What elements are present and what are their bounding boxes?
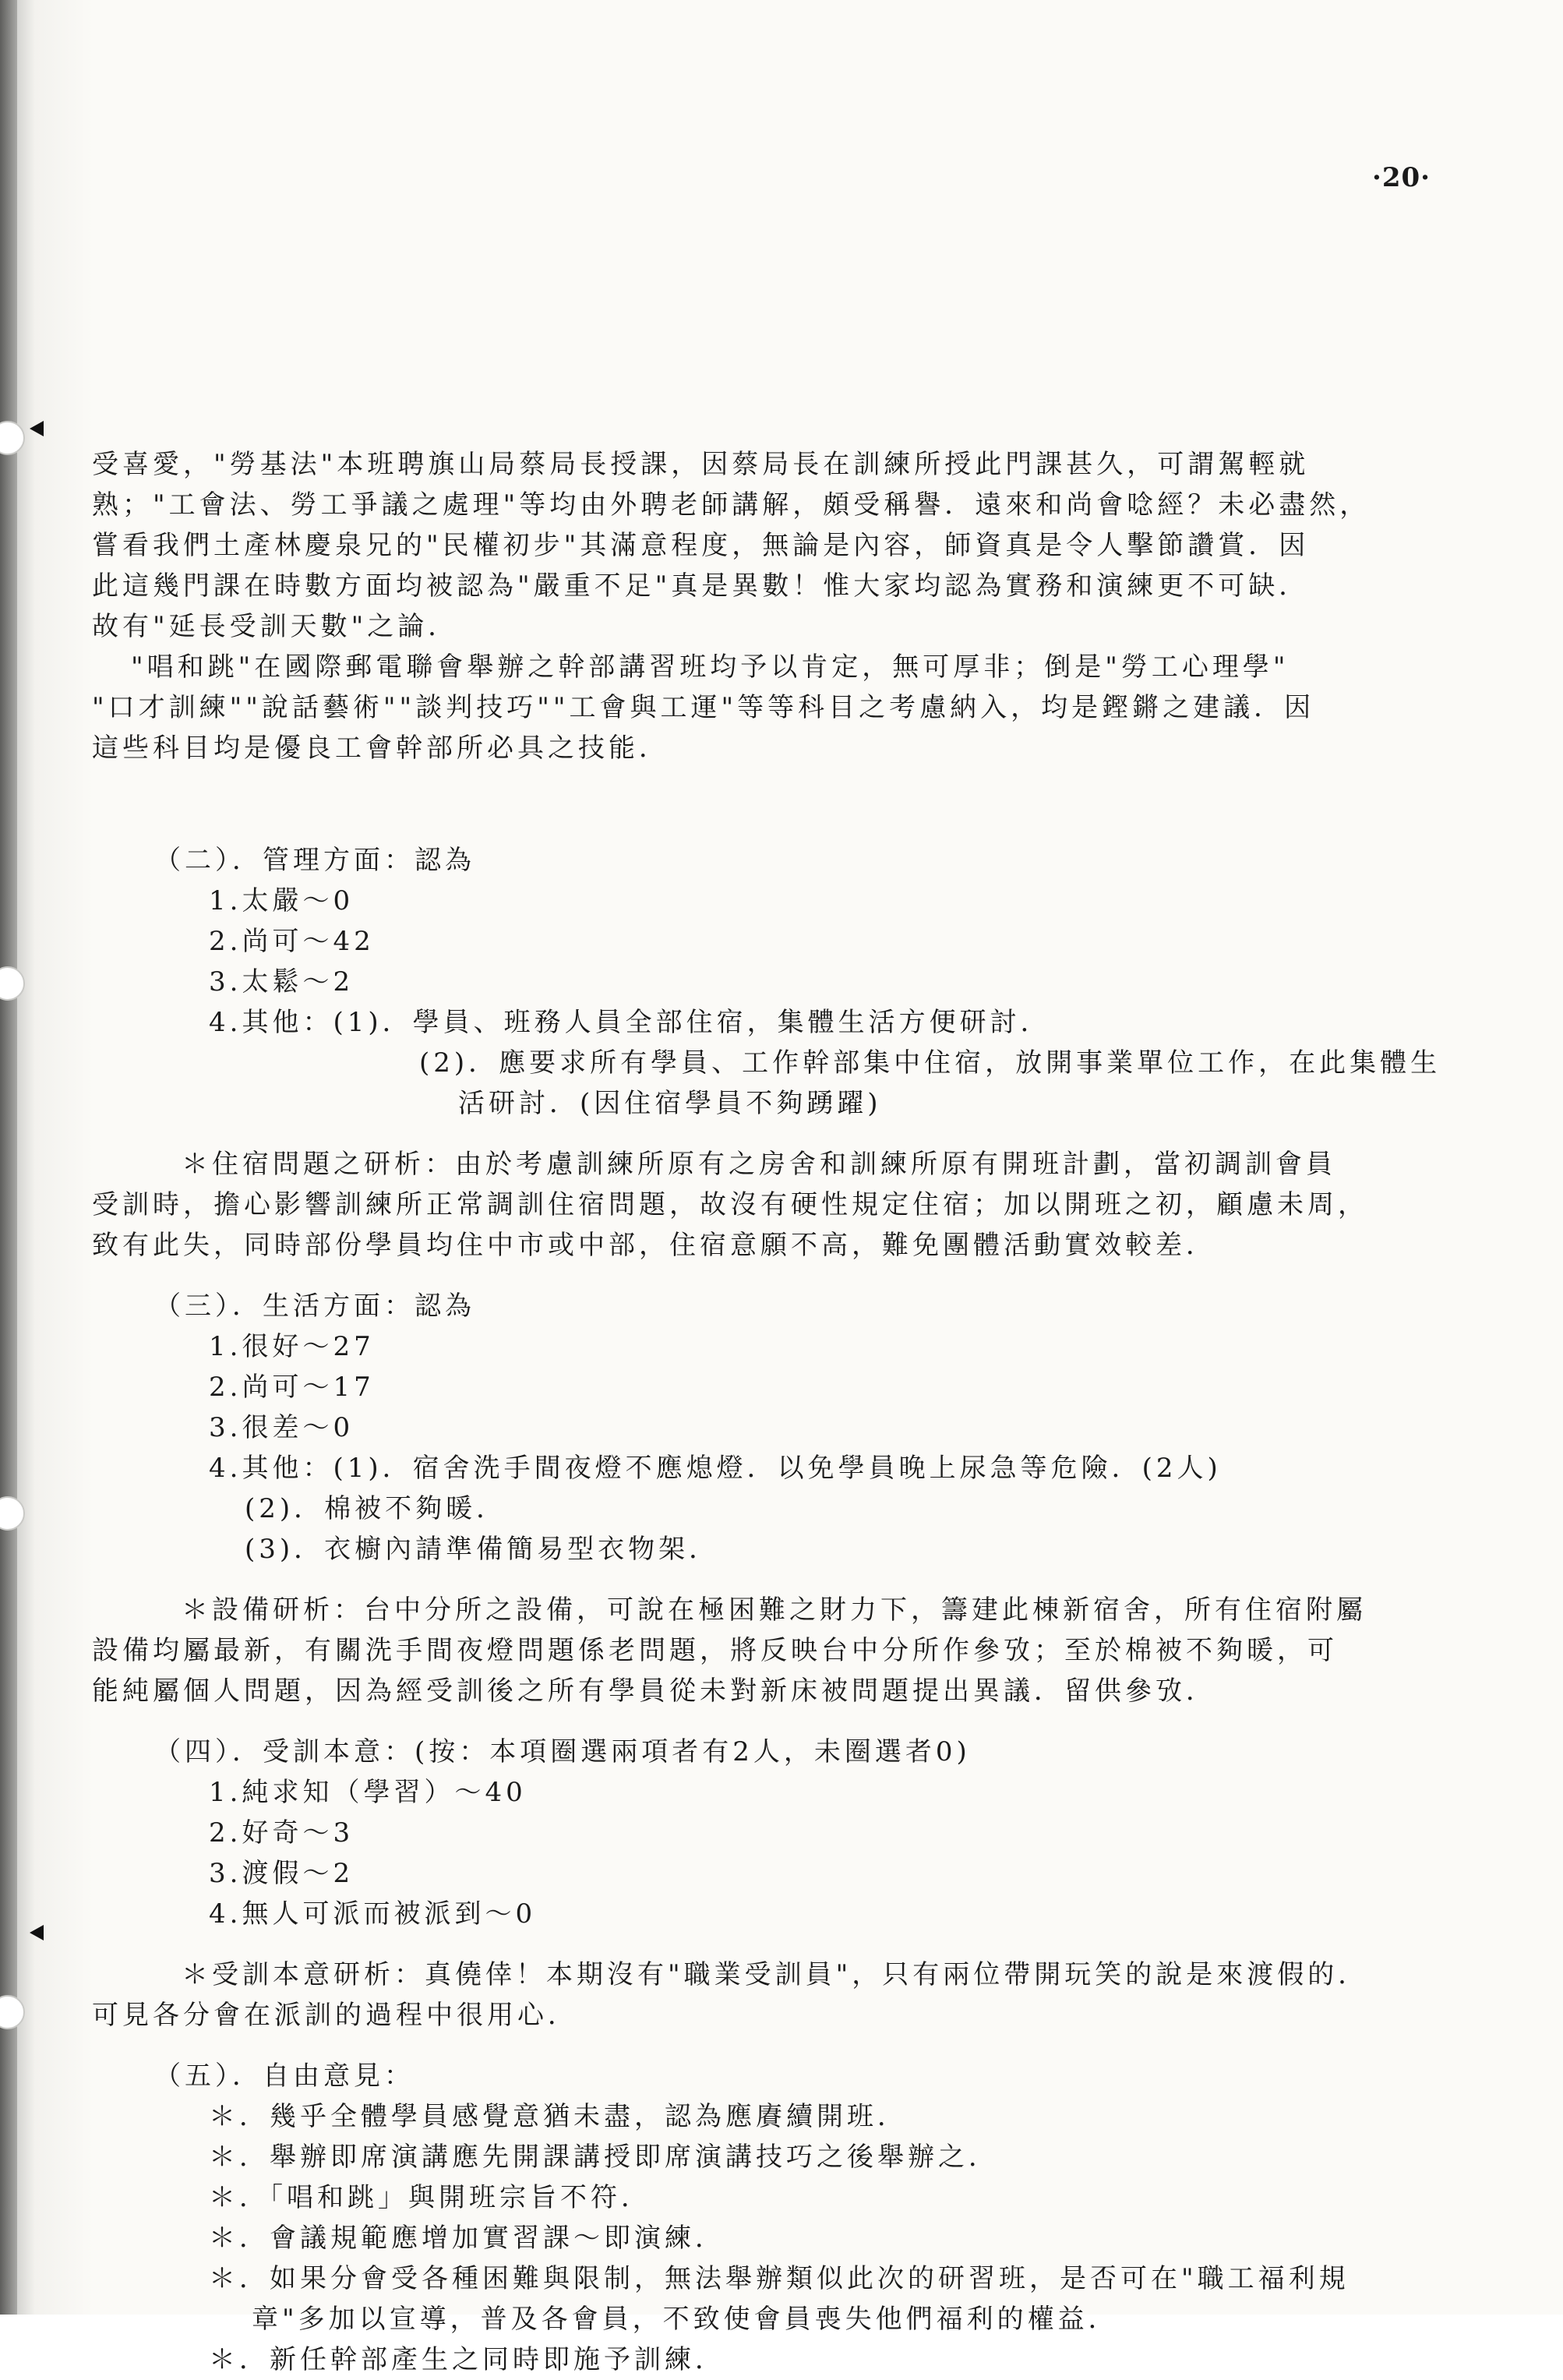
section-heading: （五）．自由意見： [154,2060,415,2092]
opinion-item: ＊．如果分會受各種困難與限制，無法舉辦類似此次的研習班，是否可在"職工福利規 [209,2263,1350,2294]
list-subitem: (3)．衣櫥內請準備簡易型衣物架． [245,1534,720,1565]
list-subitem: (2)．棉被不夠暖． [245,1493,507,1524]
text-line: 設備均屬最新，有關洗手間夜燈問題係老問題，將反映台中分所作參攷；至於棉被不夠暖，可 [92,1635,1338,1666]
second-paragraph [92,647,1563,768]
text-line: ＊受訓本意研析：真僥倖！本期沒有"職業受訓員"，只有兩位帶開玩笑的說是來渡假的． [182,1959,1369,1990]
list-subitem: (2)．應要求所有學員、工作幹部集中住宿，放開事業單位工作，在此集體生 [419,1047,1441,1079]
text-line: 受訓時，擔心影響訓練所正常調訓住宿問題，故沒有硬性規定住宿；加以開班之初，顧慮未周， [92,1189,1368,1220]
section-heading: （三）．生活方面：認為 [154,1291,475,1322]
list-item: 3.渡假～2 [209,1858,355,1889]
list-item: 4.無人可派而被派到～0 [209,1898,537,1930]
section-management [92,840,1563,1124]
text-line: 嘗看我們土產林慶泉兄的"民權初步"其滿意程度，無論是內容，師資真是令人擊節讚賞．因 [92,530,1310,561]
text-line: ＊設備研析：台中分所之設備，可說在極困難之財力下，籌建此棟新宿舍，所有住宿附屬 [182,1594,1367,1626]
note-equipment [92,1590,1563,1711]
text-line: 此這幾門課在時數方面均被認為"嚴重不足"真是異數！惟大家均認為實務和演練更不可缺． [92,570,1310,602]
text-line: 故有"延長受訓天數"之論． [92,611,459,642]
section-living [92,1286,1563,1570]
list-item: 2.好奇～3 [209,1817,355,1849]
list-item: 1.純求知（學習）～40 [209,1777,527,1808]
text-line: 能純屬個人問題，因為經受訓後之所有學員從未對新床被問題提出異議．留供參攷． [92,1676,1216,1707]
list-item: 3.太鬆～2 [209,966,355,998]
text-line: 受喜愛，"勞基法"本班聘旗山局蔡局長授課，因蔡局長在訓練所授此門課甚久，可謂駕輕就 [92,449,1310,480]
note-lodging [92,1144,1563,1266]
section-motive [92,1732,1563,1934]
list-item: 3.很差～0 [209,1412,355,1443]
text-line: "口才訓練""說話藝術""談判技巧""工會與工運"等等科目之考慮納入，均是鏗鏘之建議．因 [92,692,1315,723]
binding-edge [0,0,17,2315]
intro-paragraph [92,444,1563,647]
note-motive [92,1954,1563,2036]
section-heading: （四）．受訓本意：(按：本項圈選兩項者有2人，未圈選者0) [154,1736,971,1767]
text-line: "唱和跳"在國際郵電聯會舉辦之幹部講習班均予以肯定，無可厚非；倒是"勞工心理學" [131,651,1290,683]
document-body [92,444,1563,2380]
binding-notch [30,1925,44,1940]
list-item: 2.尚可～17 [209,1372,375,1403]
opinion-item: ＊．「唱和跳」與開班宗旨不符． [209,2182,651,2213]
list-item: 4.其他：(1)．宿舍洗手間夜燈不應熄燈．以免學員晚上尿急等危險．(2人) [209,1453,1222,1484]
list-subitem-cont: 活研討．(因住宿學員不夠踴躍) [458,1088,882,1119]
opinion-item: ＊．舉辦即席演講應先開課講授即席演講技巧之後舉辦之． [209,2142,999,2173]
list-item: 2.尚可～42 [209,926,375,957]
list-item: 4.其他：(1)．學員、班務人員全部住宿，集體生活方便研討． [209,1007,1051,1038]
section-heading: （二）．管理方面：認為 [154,845,475,876]
opinion-item: ＊．幾乎全體學員感覺意猶未盡，認為應賡續開班． [209,2101,908,2132]
text-line: 致有此失，同時部份學員均住中市或中部，住宿意願不高，難免團體活動實效較差． [92,1230,1216,1261]
text-line: 這些科目均是優良工會幹部所必具之技能． [92,733,669,764]
text-line: 熟；"工會法、勞工爭議之處理"等均由外聘老師講解，頗受稱譽．遠來和尚會唸經？未必盡然， [92,489,1371,521]
opinion-item: ＊．新任幹部產生之同時即施予訓練． [209,2344,725,2375]
opinion-item: ＊．會議規範應增加實習課～即演練． [209,2223,725,2254]
list-item: 1.太嚴～0 [209,885,355,916]
section-free-opinions [92,2056,1563,2380]
text-line: ＊住宿問題之研析：由於考慮訓練所原有之房舍和訓練所原有開班計劃，當初調訓會員 [182,1149,1336,1180]
text-line: 可見各分會在派訓的過程中很用心． [92,2000,578,2031]
list-item: 1.很好～27 [209,1331,375,1362]
binding-notch [30,421,44,436]
opinion-item-cont: 章"多加以宣導，普及各會員，不致使會員喪失他們福利的權益． [252,2304,1119,2335]
page-number: ·20· [1372,162,1431,193]
